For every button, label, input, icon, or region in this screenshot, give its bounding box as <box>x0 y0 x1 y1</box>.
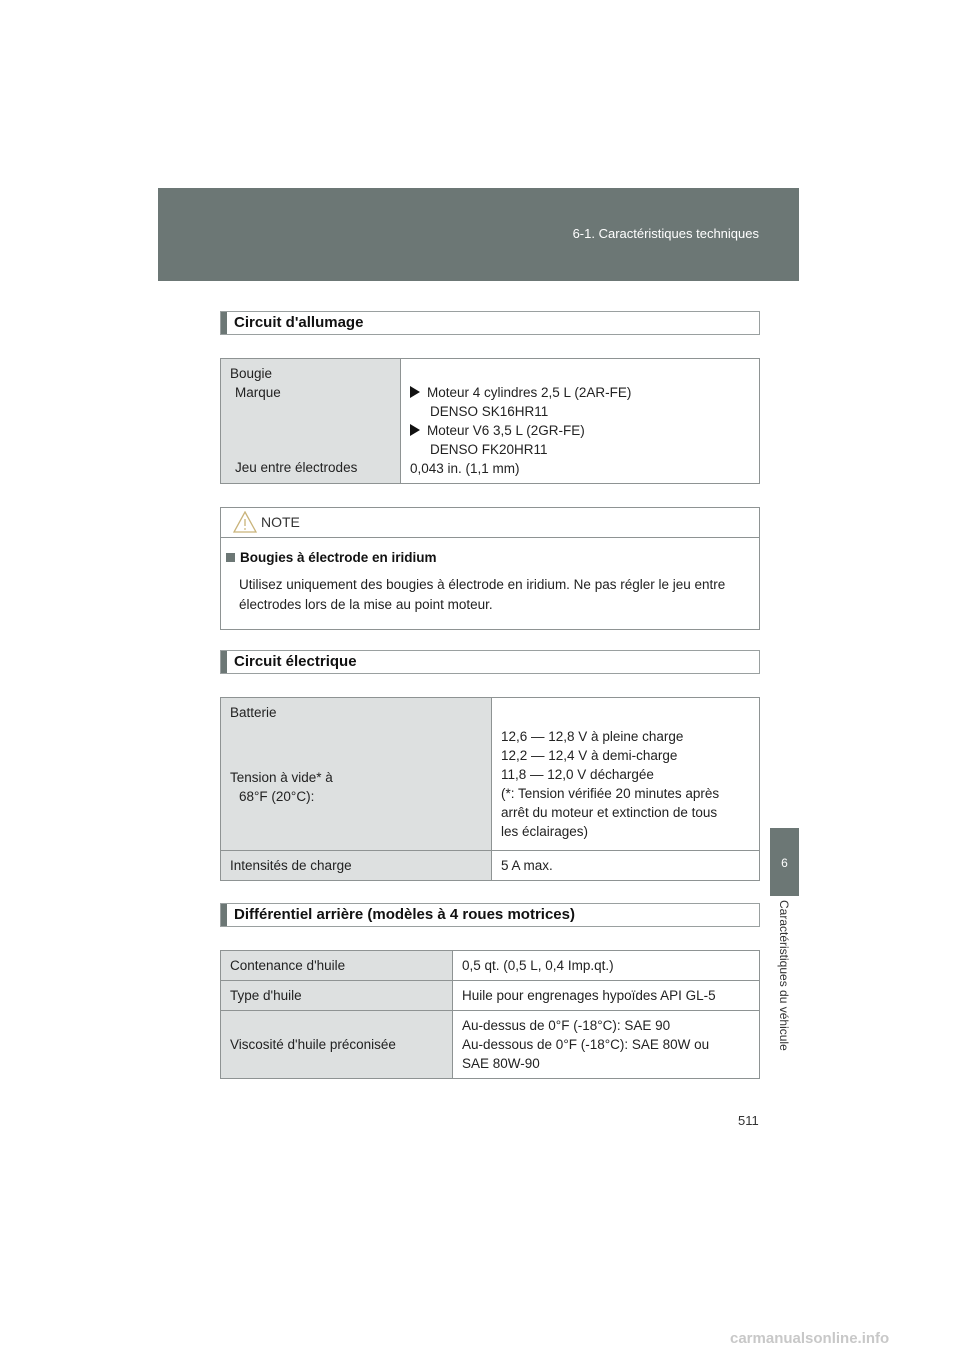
engine-2: Moteur V6 3,5 L (2GR-FE) <box>410 421 750 440</box>
charge-value: 5 A max. <box>492 851 760 881</box>
chapter-tab <box>770 828 799 896</box>
note-header <box>221 508 759 538</box>
electrical-table <box>220 697 760 881</box>
arrow-right-icon <box>410 424 420 436</box>
chapter-title: 6-1. Caractéristiques techniques <box>572 226 759 241</box>
table-row: Contenance d'huile 0,5 qt. (0,5 L, 0,4 Imp.qt.) <box>221 951 760 981</box>
table-row: Type d'huile Huile pour engrenages hypoïdes API GL-5 <box>221 981 760 1011</box>
viscosity-value: Au-dessus de 0°F (-18°C): SAE 90 Au-dessous de 0°F (-18°C): SAE 80W ou SAE 80W-90 <box>453 1011 760 1079</box>
warning-icon <box>233 511 257 533</box>
section-title-ignition: Circuit d'allumage <box>220 311 760 335</box>
note-body: Utilisez uniquement des bougies à électrode en iridium. Ne pas régler le jeu entre électrodes lors de la mise au point moteur. <box>239 577 726 612</box>
square-bullet-icon <box>226 553 235 562</box>
ignition-label-cell: Bougie Marque Jeu entre électrodes <box>221 359 401 484</box>
differential-table <box>220 950 760 1079</box>
charge-label: Intensités de charge <box>221 851 492 881</box>
ignition-table <box>220 358 760 484</box>
note-subtitle: Bougies à électrode en iridium <box>226 550 437 565</box>
watermark: carmanualsonline.info <box>730 1330 890 1347</box>
engine-1: Moteur 4 cylindres 2,5 L (2AR-FE) <box>410 383 750 402</box>
ignition-value-cell: Moteur 4 cylindres 2,5 L (2AR-FE) DENSO SK16HR11 Moteur V6 3,5 L (2GR-FE) DENSO FK20HR11 0,043 in. (1,1 mm) <box>401 359 760 484</box>
page-number: 511 <box>738 1113 759 1128</box>
side-label-text: Caractéristiques du véhicule <box>777 900 791 1051</box>
chapter-tab-number: 6 <box>781 856 788 870</box>
note-label: NOTE <box>261 514 300 530</box>
battery-value-cell: 12,6 — 12,8 V à pleine charge 12,2 — 12,4 V à demi-charge 11,8 — 12,0 V déchargée (*: Tension vérifiée 20 minutes après arrêt du moteur et extinction de tous les éclairages) <box>492 698 760 851</box>
note-box <box>220 507 760 630</box>
battery-label-cell: Batterie Tension à vide* à 68°F (20°C): <box>221 698 492 851</box>
side-label <box>773 900 797 1090</box>
header-band <box>158 188 799 281</box>
section-title-electrical: Circuit électrique <box>220 650 760 674</box>
section-title-differential: Différentiel arrière (modèles à 4 roues motrices) <box>220 903 760 927</box>
table-row: Viscosité d'huile préconisée Au-dessus de 0°F (-18°C): SAE 90 Au-dessous de 0°F (-18°C): SAE 80W ou SAE 80W-90 <box>221 1011 760 1079</box>
arrow-right-icon <box>410 386 420 398</box>
